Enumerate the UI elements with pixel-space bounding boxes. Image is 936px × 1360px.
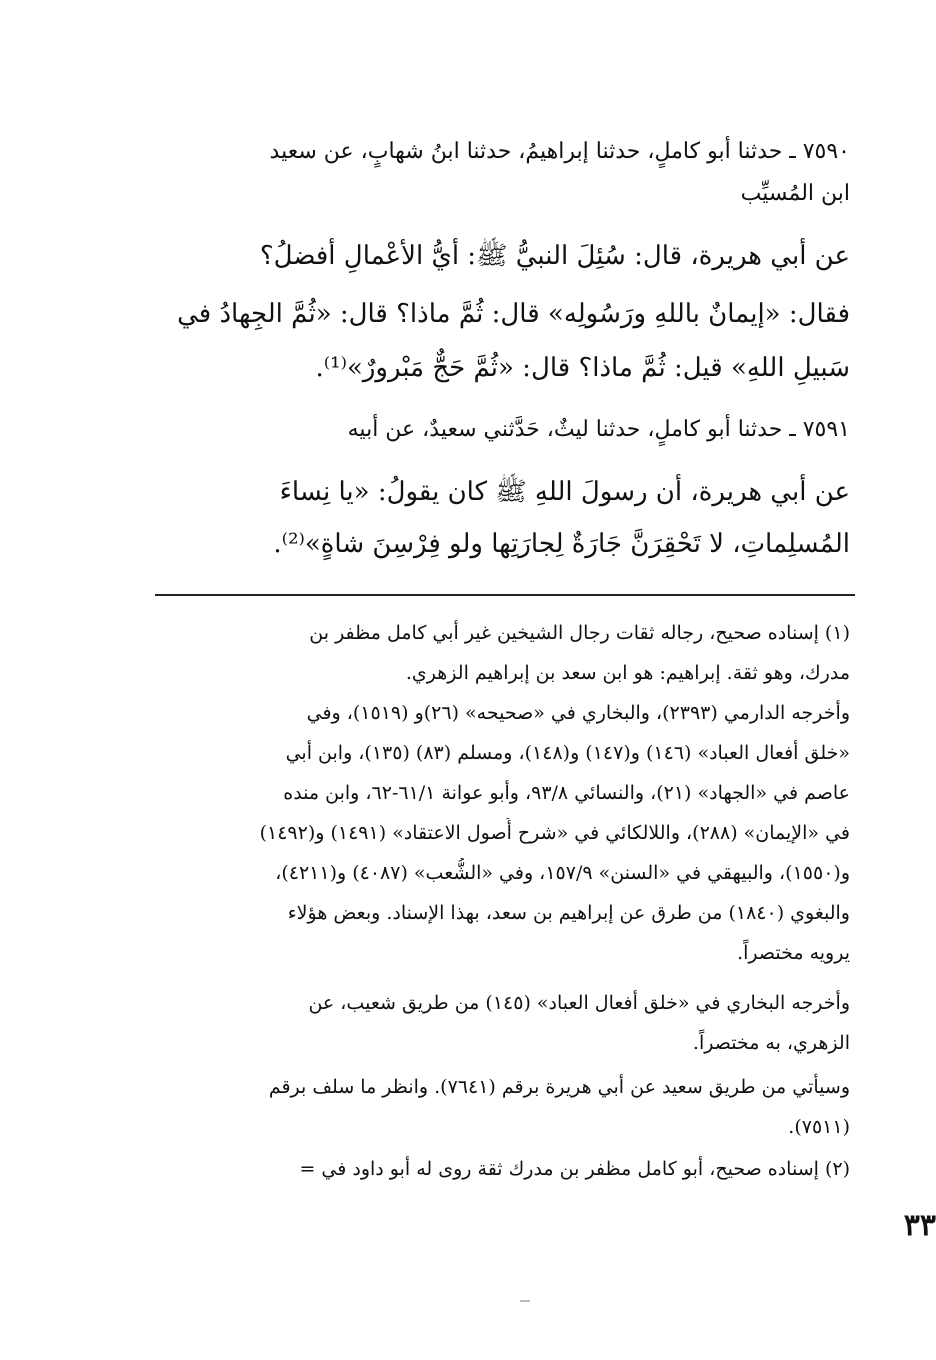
hadith-7590-matn-line3: سَبيلِ اللهِ» قيل: ثُمَّ ماذا؟ قال: «ثُمَّ حَجٌّ مَبْرورٌ»⁽¹⁾.: [315, 353, 850, 383]
footnote-line: وأخرجه البخاري في «خلق أفعال العباد» (١٤٥) من طريق شعيب، عن: [308, 992, 850, 1014]
footnote-line: وأخرجه الدارمي (٢٣٩٣)، والبخاري في «صحيحه» (٢٦)و (١٥١٩)، وفي: [306, 702, 850, 724]
footnote-line: مدرك، وهو ثقة. إبراهيم: هو ابن سعد بن إبراهيم الزهري.: [405, 662, 850, 684]
scan-speck: [520, 1300, 530, 1302]
footnote-line: في «الإيمان» (٢٨٨)، واللالكائي في «شرح أُصول الاعتقاد» (١٤٩١) و(١٤٩٢): [259, 822, 850, 844]
footnote-line: وسيأتي من طريق سعيد عن أبي هريرة برقم (٧٦٤١). وانظر ما سلف برقم: [268, 1076, 850, 1098]
hadith-7591-matn-line2: المُسلِماتِ، لا تَحْقِرَنَّ جَارَةٌ لِجارَتِها ولو فِرْسِنَ شاةٍ»⁽²⁾.: [273, 529, 850, 559]
footnote-separator: [155, 594, 855, 596]
footnote-line: (٢) إسناده صحيح، أبو كامل مظفر بن مدرك ثقة روى له أبو داود في =: [299, 1158, 850, 1180]
footnote-line: «خلق أفعال العباد» (١٤٦) و(١٤٧) و(١٤٨)، ومسلم (٨٣) (١٣٥)، وابن أبي: [285, 742, 850, 764]
footnote-line: والبغوي (١٨٤٠) من طرق عن إبراهيم بن سعد، بهذا الإسناد. وبعض هؤلاء: [287, 902, 850, 924]
footnote-line: يرويه مختصراً.: [737, 942, 850, 964]
hadith-7590-isnad-line1: ٧٥٩٠ ـ حدثنا أبو كاملٍ، حدثنا إبراهيمُ، حدثنا ابنُ شهابٍ، عن سعيد: [269, 139, 850, 164]
hadith-7590-matn-line1: عن أبي هريرة، قال: سُئِلَ النبيُّ ﷺ: أيُّ الأعْمالِ أفضلُ؟: [259, 241, 850, 271]
footnote-line: الزهري، به مختصراً.: [692, 1032, 850, 1054]
hadith-7591-isnad-line1: ٧٥٩١ ـ حدثنا أبو كاملٍ، حدثنا ليثٌ، حَدَّثني سعيدٌ، عن أبيه: [347, 417, 850, 442]
footnote-line: عاصم في «الجهاد» (٢١)، والنسائي ٩٣/٨، وأبو عوانة ٦١/١-٦٢، وابن منده: [283, 782, 850, 804]
hadith-7590-isnad-line2: ابن المُسيِّب: [740, 181, 850, 206]
footnote-line: (١) إسناده صحيح، رجاله ثقات رجال الشيخين غير أبي كامل مظفر بن: [309, 622, 850, 644]
footnote-line: (٧٥١١).: [788, 1116, 850, 1138]
page-number: ٣٣: [903, 1208, 936, 1243]
footnote-line: و(١٥٥٠)، والبيهقي في «السنن» ١٥٧/٩، وفي «الشُّعب» (٤٠٨٧) و(٤٢١١)،: [275, 862, 850, 884]
hadith-7591-matn-line1: عن أبي هريرة، أن رسولَ اللهِ ﷺ كان يقولُ: «يا نِساءَ: [279, 477, 850, 507]
hadith-7590-matn-line2: فقال: «إيمانٌ باللهِ ورَسُولِه» قال: ثُمَّ ماذا؟ قال: «ثُمَّ الجِهادُ في: [177, 299, 850, 329]
